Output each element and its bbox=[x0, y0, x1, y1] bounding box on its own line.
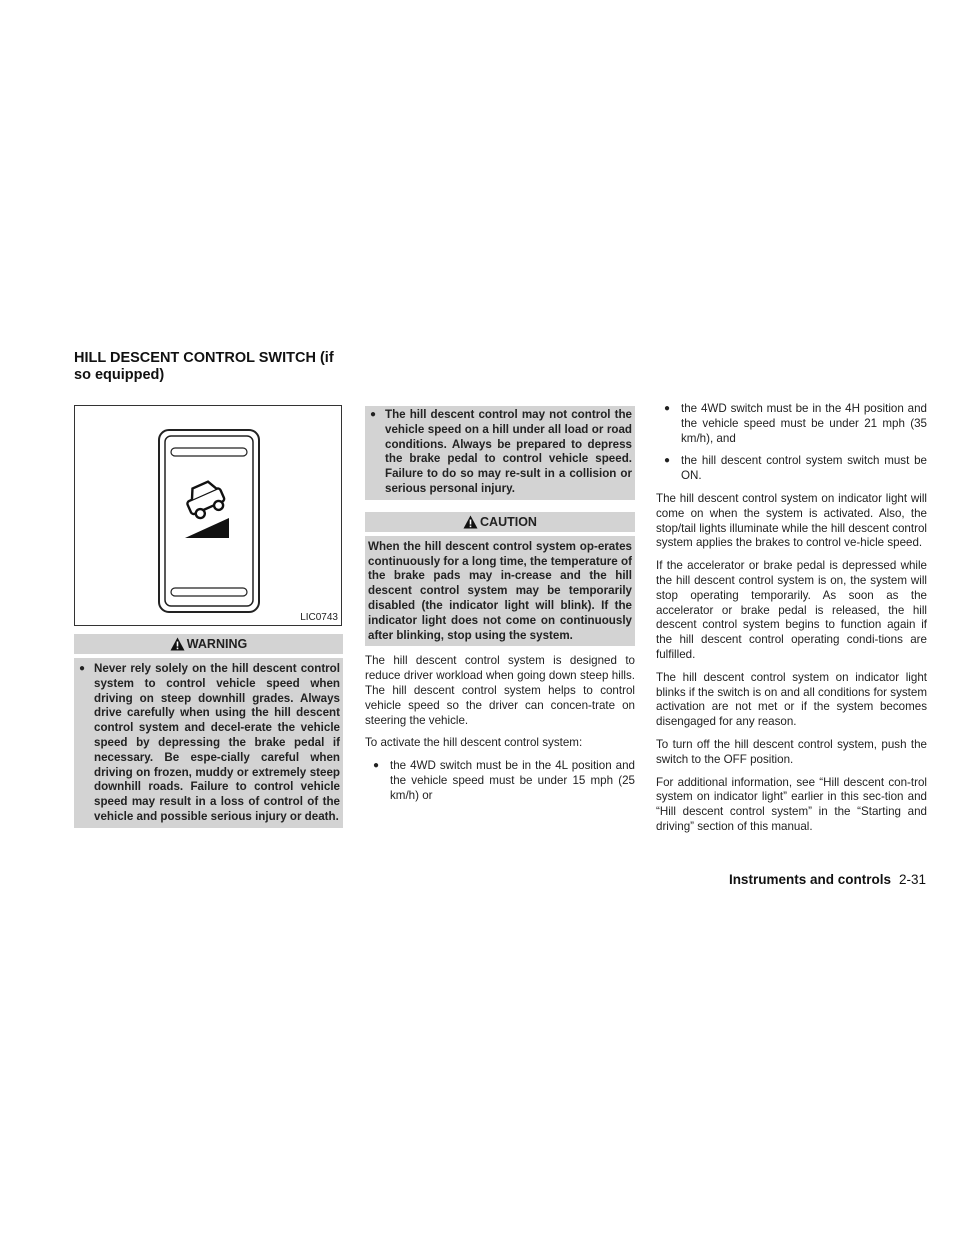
footer-section: Instruments and controls bbox=[728, 872, 891, 887]
warning-triangle-icon bbox=[170, 637, 185, 651]
caution-body: When the hill descent control system op-erates continuously for a long time, the temperature of the brake pads may in-crease and the hill descent control system may be temporarily disabled (the indicator light will blink). If the indicator light does not come on continuously after blinking, stop using the system. bbox=[365, 536, 635, 647]
column-3 bbox=[656, 402, 927, 843]
paragraph: The hill descent control system is designed to reduce driver workload when going down steep hills. The hill descent control system helps to control vehicle speed so the driver can concen-trate on steering the vehicle. bbox=[365, 654, 635, 727]
caution-triangle-icon bbox=[463, 515, 478, 529]
list-item-text: the 4WD switch must be in the 4H position and the vehicle speed must be under 21 mph (35 km/h), and bbox=[681, 402, 927, 445]
bullet-icon: ● bbox=[373, 760, 380, 772]
list-item-text: the hill descent control system switch must be ON. bbox=[681, 454, 927, 483]
column-1 bbox=[74, 634, 343, 828]
page-footer bbox=[729, 872, 926, 887]
paragraph: If the accelerator or brake pedal is depressed while the hill descent control system is on, the system will stop operating temporarily. As soon as the accelerator or brake pedal is released, the hill descent control system begins to function again if the hill descent control operating condi-tions are fulfilled. bbox=[656, 559, 927, 661]
list-item bbox=[656, 402, 927, 446]
warning-bullet bbox=[77, 662, 340, 825]
warning-continued bbox=[365, 406, 635, 500]
page-number: 2-31 bbox=[898, 872, 926, 887]
hill-descent-switch-icon bbox=[155, 426, 263, 616]
warning-continued-text: The hill descent control may not control the vehicle speed on a hill under all load or road conditions. Always be prepared to depress the brake pedal to control vehicle speed. Failure to do so may re-sult in a collision or serious personal injury. bbox=[385, 408, 632, 495]
list-item bbox=[656, 454, 927, 484]
warning-body bbox=[74, 658, 343, 828]
paragraph: For additional information, see “Hill descent con-trol system on indicator light” earlier in this sec-tion and “Hill descent control system” in the “Starting and driving” section of this manual. bbox=[656, 775, 927, 833]
warning-bullet-2 bbox=[368, 408, 632, 497]
warning-bullet-text: Never rely solely on the hill descent control system to control vehicle speed when driving on steep downhill grades. Always drive carefully when using the hill descent control system and decel-erate the vehicle speed by depressing the brake pedal if necessary. Be espe-cially careful when driving on frozen, muddy or extremely steep downhill roads. Failure to control vehicle speed may result in a loss of control of the vehicle and possible serious injury or death. bbox=[94, 662, 340, 823]
paragraph: To turn off the hill descent control system, push the switch to the OFF position. bbox=[656, 737, 927, 766]
caution-title: CAUTION bbox=[480, 514, 537, 529]
paragraph: To activate the hill descent control system: bbox=[365, 736, 583, 750]
bullet-icon: ● bbox=[664, 455, 671, 467]
bullet-icon: ● bbox=[370, 409, 377, 420]
list-item-text: the 4WD switch must be in the 4L position and the vehicle speed must be under 15 mph (25 km/h) or bbox=[390, 759, 635, 802]
section-heading: HILL DESCENT CONTROL SWITCH (if so equipped) bbox=[74, 350, 334, 383]
warning-header bbox=[74, 634, 343, 654]
paragraph: The hill descent control system on indicator light will come on when the system is activated. Also, the stop/tail lights illuminate while the hill descent control system applies the brakes to control ve-hicle speed. bbox=[656, 491, 927, 550]
bullet-icon: ● bbox=[79, 663, 86, 674]
column-2 bbox=[365, 406, 635, 812]
paragraph: The hill descent control system on indicator light blinks if the switch is on and all conditions for system activation are not met or if the system becomes disengaged for any reason. bbox=[656, 670, 927, 729]
switch-figure bbox=[74, 405, 342, 626]
warning-title: WARNING bbox=[186, 637, 248, 651]
bullet-icon: ● bbox=[664, 403, 671, 414]
caution-header bbox=[365, 512, 635, 532]
figure-label: LIC0743 bbox=[300, 612, 338, 623]
list-item bbox=[365, 759, 635, 803]
